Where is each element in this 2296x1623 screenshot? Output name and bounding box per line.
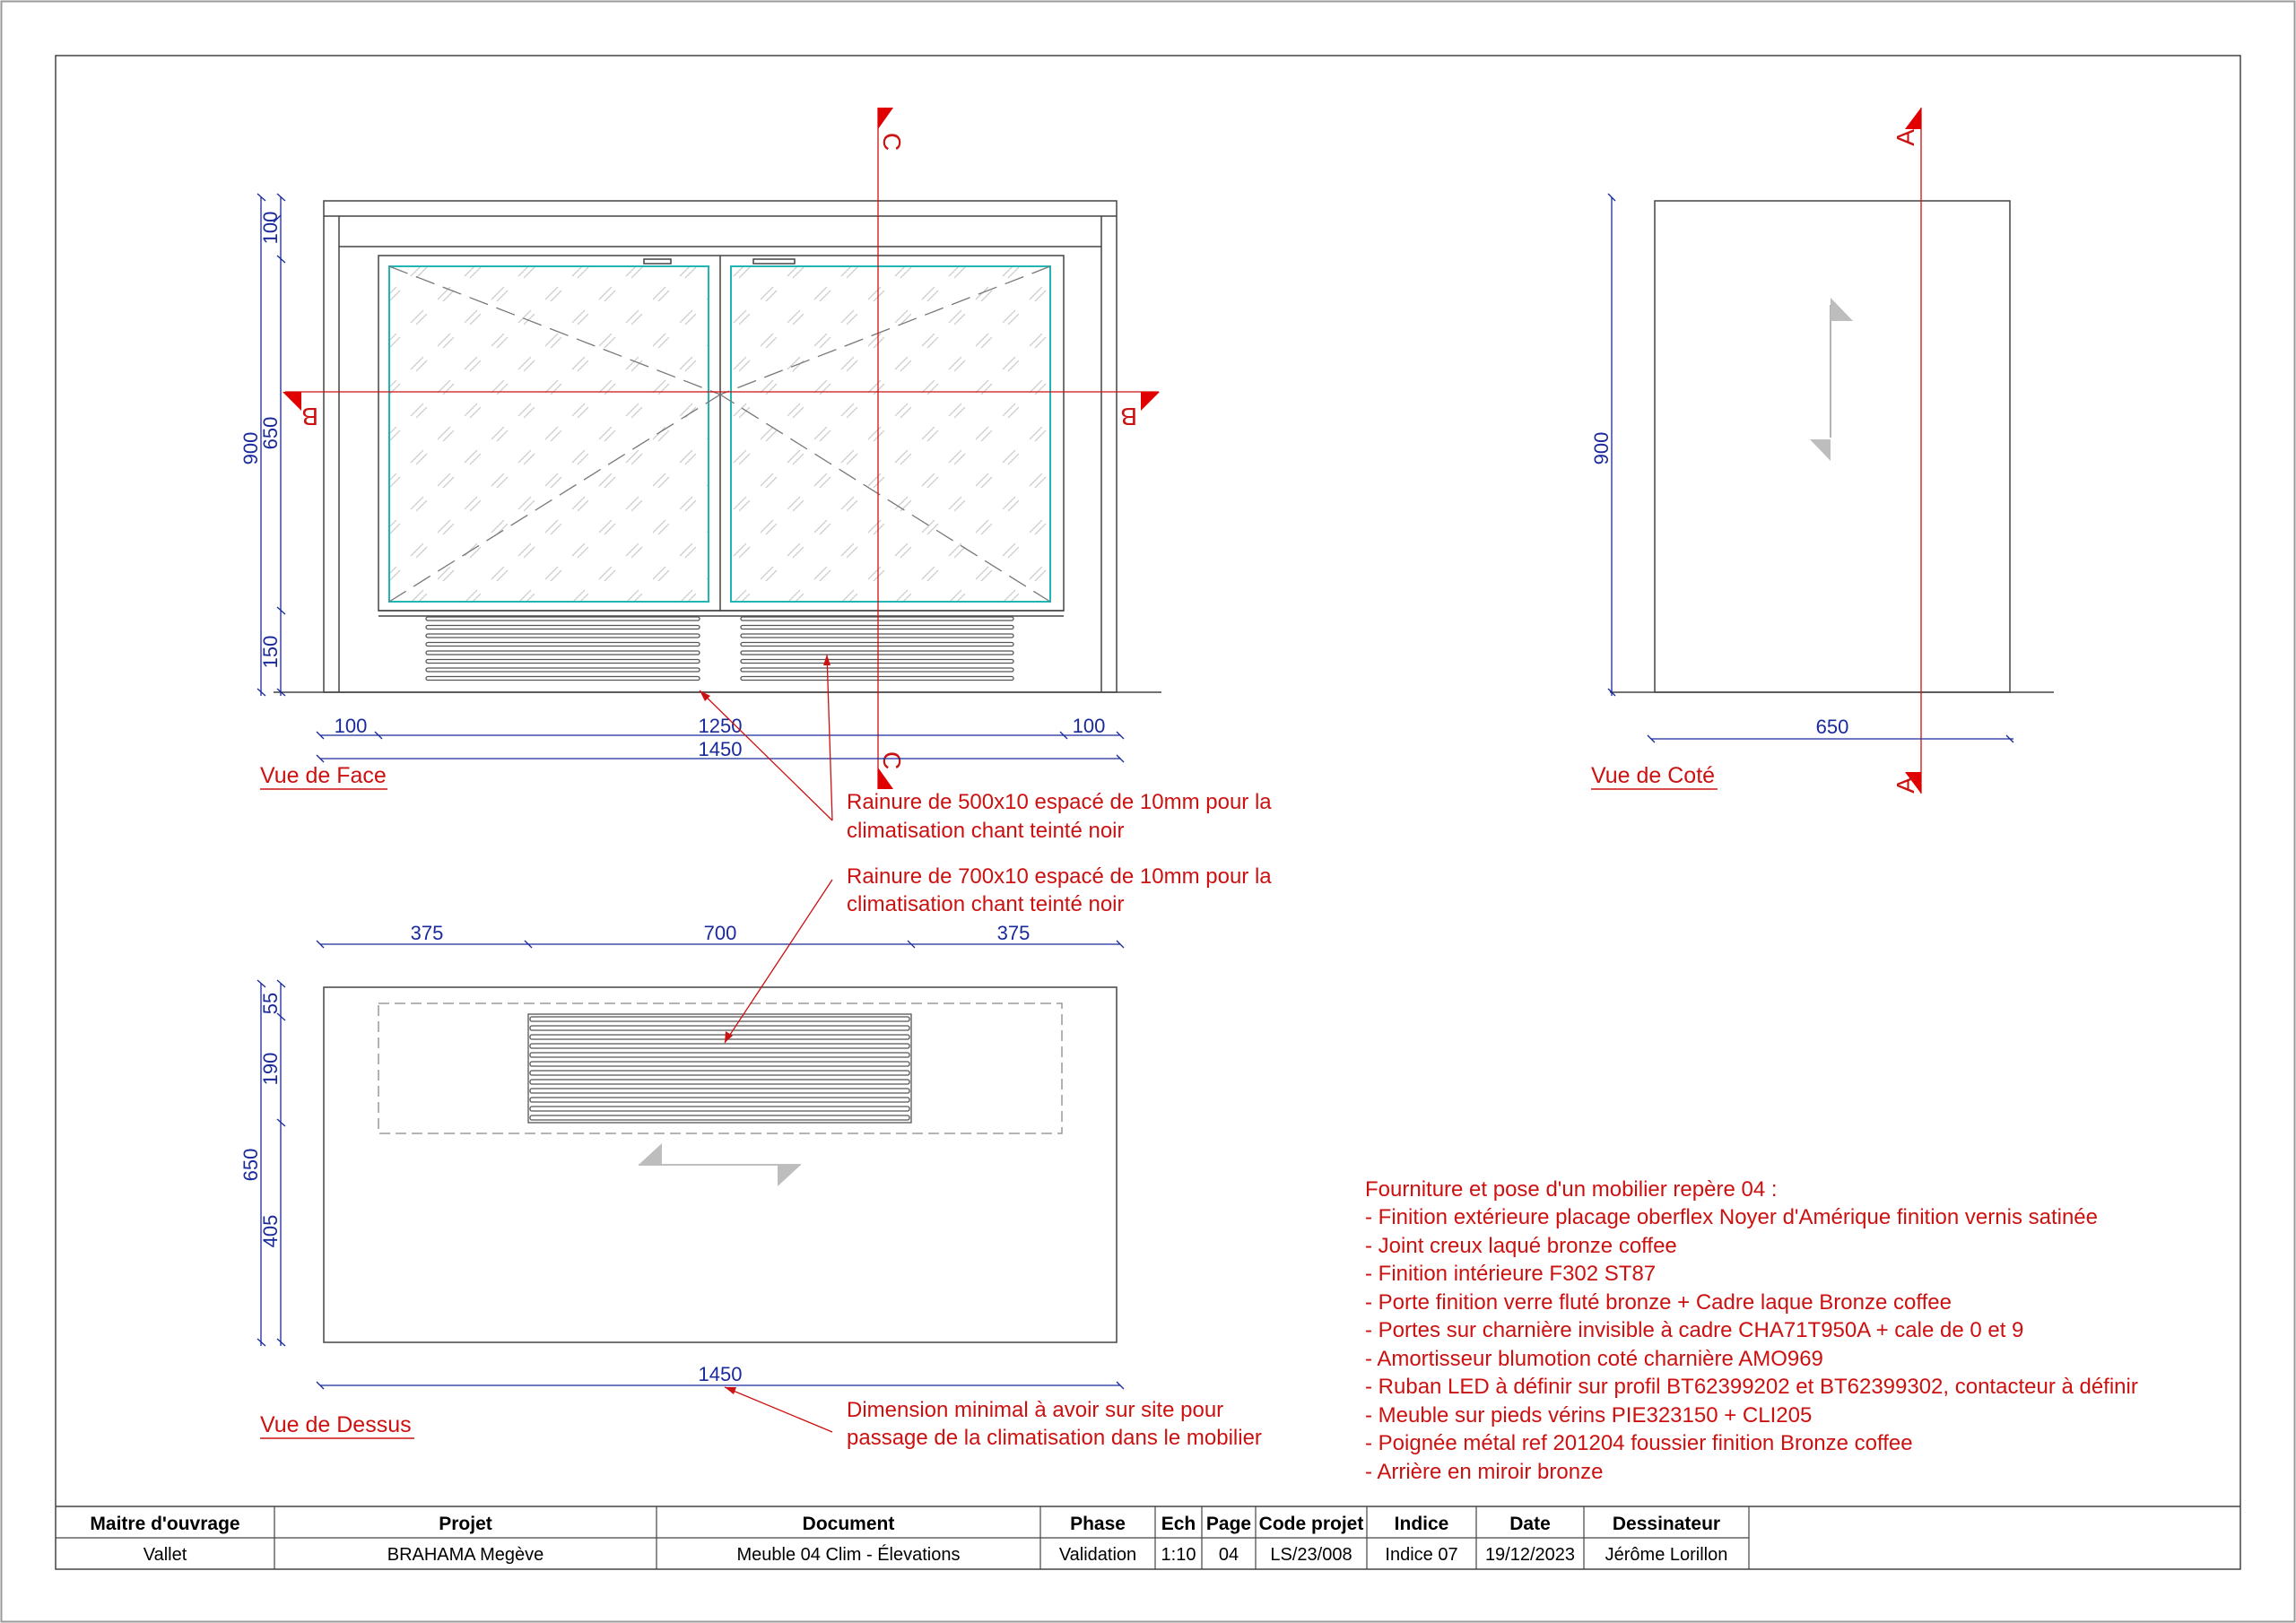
vent-groove	[741, 626, 1013, 629]
annotation-min-dim-line1: Dimension minimal à avoir sur site pour	[847, 1398, 1224, 1422]
front-handle-right	[753, 259, 795, 264]
tb-value-dessinateur: Jérôme Lorillon	[1605, 1545, 1728, 1565]
dim-front-width: 1450	[698, 738, 743, 760]
vent-groove	[530, 1035, 909, 1039]
tb-header-document: Document	[802, 1514, 895, 1534]
dim-front-center: 1250	[698, 715, 743, 737]
side-dimension-lines	[1608, 194, 2013, 742]
vent-groove	[426, 660, 700, 664]
top-vent-grooves	[530, 1017, 909, 1120]
spec-list	[1365, 1177, 2138, 1484]
dim-front-height-total: 900	[239, 431, 262, 465]
annotation-groove-500-line2: climatisation chant teinté noir	[847, 819, 1125, 843]
section-a-bottom-label: A	[1892, 777, 1919, 794]
view-title-top: Vue de Dessus	[260, 1412, 412, 1437]
tb-header-phase: Phase	[1070, 1514, 1126, 1534]
tb-value-maitre: Vallet	[143, 1545, 187, 1565]
annotation-groove-700-line1: Rainure de 700x10 espacé de 10mm pour la	[847, 864, 1272, 889]
spec-item: - Joint creux laqué bronze coffee	[1365, 1234, 1677, 1258]
tb-value-page: 04	[1218, 1545, 1239, 1565]
vent-groove	[426, 626, 700, 629]
front-vent-grooves	[426, 617, 1013, 681]
tb-header-date: Date	[1509, 1514, 1551, 1534]
section-b-left-arrow	[283, 392, 301, 411]
dim-top-d3: 405	[259, 1214, 282, 1248]
spec-item: - Finition intérieure F302 ST87	[1365, 1262, 1657, 1286]
vent-groove	[426, 643, 700, 647]
tb-header-page: Page	[1205, 1514, 1252, 1534]
spec-item: - Poignée métal ref 201204 foussier finition Bronze coffee	[1365, 1431, 1913, 1455]
spec-title: Fourniture et pose d'un mobilier repère 04 :	[1365, 1177, 1778, 1202]
front-handle-left	[644, 259, 671, 264]
section-b-left-label: B	[301, 403, 318, 430]
spec-item: - Ruban LED à définir sur profil BT62399202 et BT62399302, contacteur à définir	[1365, 1375, 2138, 1399]
vent-groove	[530, 1062, 909, 1066]
dim-front-bottom: 150	[259, 635, 282, 669]
side-cabinet-outline	[1655, 201, 2010, 692]
vent-groove	[741, 617, 1013, 621]
vent-groove	[426, 651, 700, 655]
tb-header-maitre: Maitre d'ouvrage	[90, 1514, 240, 1534]
tb-value-date: 19/12/2023	[1484, 1545, 1576, 1565]
vent-groove	[741, 660, 1013, 664]
dim-top-left: 375	[410, 922, 444, 944]
vent-groove	[741, 668, 1013, 672]
view-title-front: Vue de Face	[260, 763, 387, 788]
tb-header-projet: Projet	[439, 1514, 492, 1534]
dim-top-right: 375	[996, 922, 1031, 944]
vent-groove	[530, 1053, 909, 1057]
top-opening-symbol	[639, 1143, 801, 1186]
vent-groove	[741, 634, 1013, 638]
vent-groove	[530, 1017, 909, 1021]
view-title-side: Vue de Coté	[1591, 763, 1716, 788]
vent-groove	[426, 617, 700, 621]
spec-item: - Porte finition verre fluté bronze + Cadre laque Bronze coffee	[1365, 1290, 1952, 1315]
vent-groove	[530, 1107, 909, 1111]
front-glass-right	[731, 266, 1050, 602]
spec-item: - Portes sur charnière invisible à cadre CHA71T950A + cale de 0 et 9	[1365, 1318, 2024, 1342]
vent-groove	[530, 1089, 909, 1093]
dim-side-height: 900	[1590, 431, 1613, 465]
spec-item: - Meuble sur pieds vérins PIE323150 + CLI205	[1365, 1403, 1813, 1428]
dim-front-top: 100	[259, 211, 282, 245]
title-block	[56, 1506, 2240, 1569]
dim-front-left: 100	[334, 715, 368, 737]
tb-value-code: LS/23/008	[1270, 1545, 1352, 1565]
spec-item: - Arrière en miroir bronze	[1365, 1460, 1604, 1484]
dim-side-width: 650	[1815, 716, 1849, 738]
section-c-top-arrow	[878, 108, 893, 129]
side-opening-symbol	[1810, 298, 1853, 461]
tb-header-indice: Indice	[1394, 1514, 1449, 1534]
vent-groove	[530, 1115, 909, 1120]
vent-groove	[530, 1071, 909, 1075]
annotation-groove-500-line1: Rainure de 500x10 espacé de 10mm pour la	[847, 790, 1272, 814]
section-c-top-label: C	[878, 133, 906, 152]
vent-groove	[530, 1026, 909, 1030]
tb-header-ech: Ech	[1161, 1514, 1196, 1534]
vent-groove	[530, 1080, 909, 1084]
vent-groove	[426, 677, 700, 681]
section-a-top-label: A	[1892, 129, 1919, 146]
spec-item: - Finition extérieure placage oberflex Noyer d'Amérique finition vernis satinée	[1365, 1205, 2098, 1229]
dim-front-middle: 650	[259, 416, 282, 450]
annotation-min-dim-line2: passage de la climatisation dans le mobilier	[847, 1426, 1262, 1450]
dim-top-center: 700	[703, 922, 737, 944]
leader-arrow-4	[725, 1387, 736, 1394]
dim-top-d1: 55	[259, 992, 282, 1015]
annotation-groove-700-line2: climatisation chant teinté noir	[847, 892, 1125, 916]
vent-groove	[530, 1098, 909, 1102]
tb-value-document: Meuble 04 Clim - Élevations	[736, 1545, 961, 1565]
section-b-right-arrow	[1141, 392, 1160, 411]
tb-value-indice: Indice 07	[1385, 1545, 1458, 1565]
tb-value-phase: Validation	[1058, 1545, 1137, 1565]
tb-value-projet: BRAHAMA Megève	[387, 1545, 544, 1565]
dim-top-depth-total: 650	[239, 1148, 262, 1182]
dim-top-width: 1450	[698, 1363, 743, 1385]
section-c-bottom-arrow	[878, 768, 893, 789]
section-a-top-arrow	[1905, 108, 1921, 129]
vent-groove	[426, 668, 700, 672]
vent-groove	[741, 651, 1013, 655]
front-glass-left	[389, 266, 709, 602]
vent-groove	[426, 634, 700, 638]
vent-groove	[530, 1044, 909, 1048]
tb-header-dessinateur: Dessinateur	[1612, 1514, 1721, 1534]
section-c-bottom-label: C	[878, 751, 906, 770]
dim-front-right: 100	[1072, 715, 1106, 737]
dim-top-d2: 190	[259, 1052, 282, 1086]
vent-groove	[741, 643, 1013, 647]
tb-value-ech: 1:10	[1161, 1545, 1196, 1565]
vent-groove	[741, 677, 1013, 681]
spec-item: - Amortisseur blumotion coté charnière AMO969	[1365, 1347, 1823, 1371]
section-b-right-label: B	[1120, 403, 1137, 430]
tb-header-code: Code projet	[1258, 1514, 1364, 1534]
top-min-clearance-zone	[378, 1003, 1062, 1133]
